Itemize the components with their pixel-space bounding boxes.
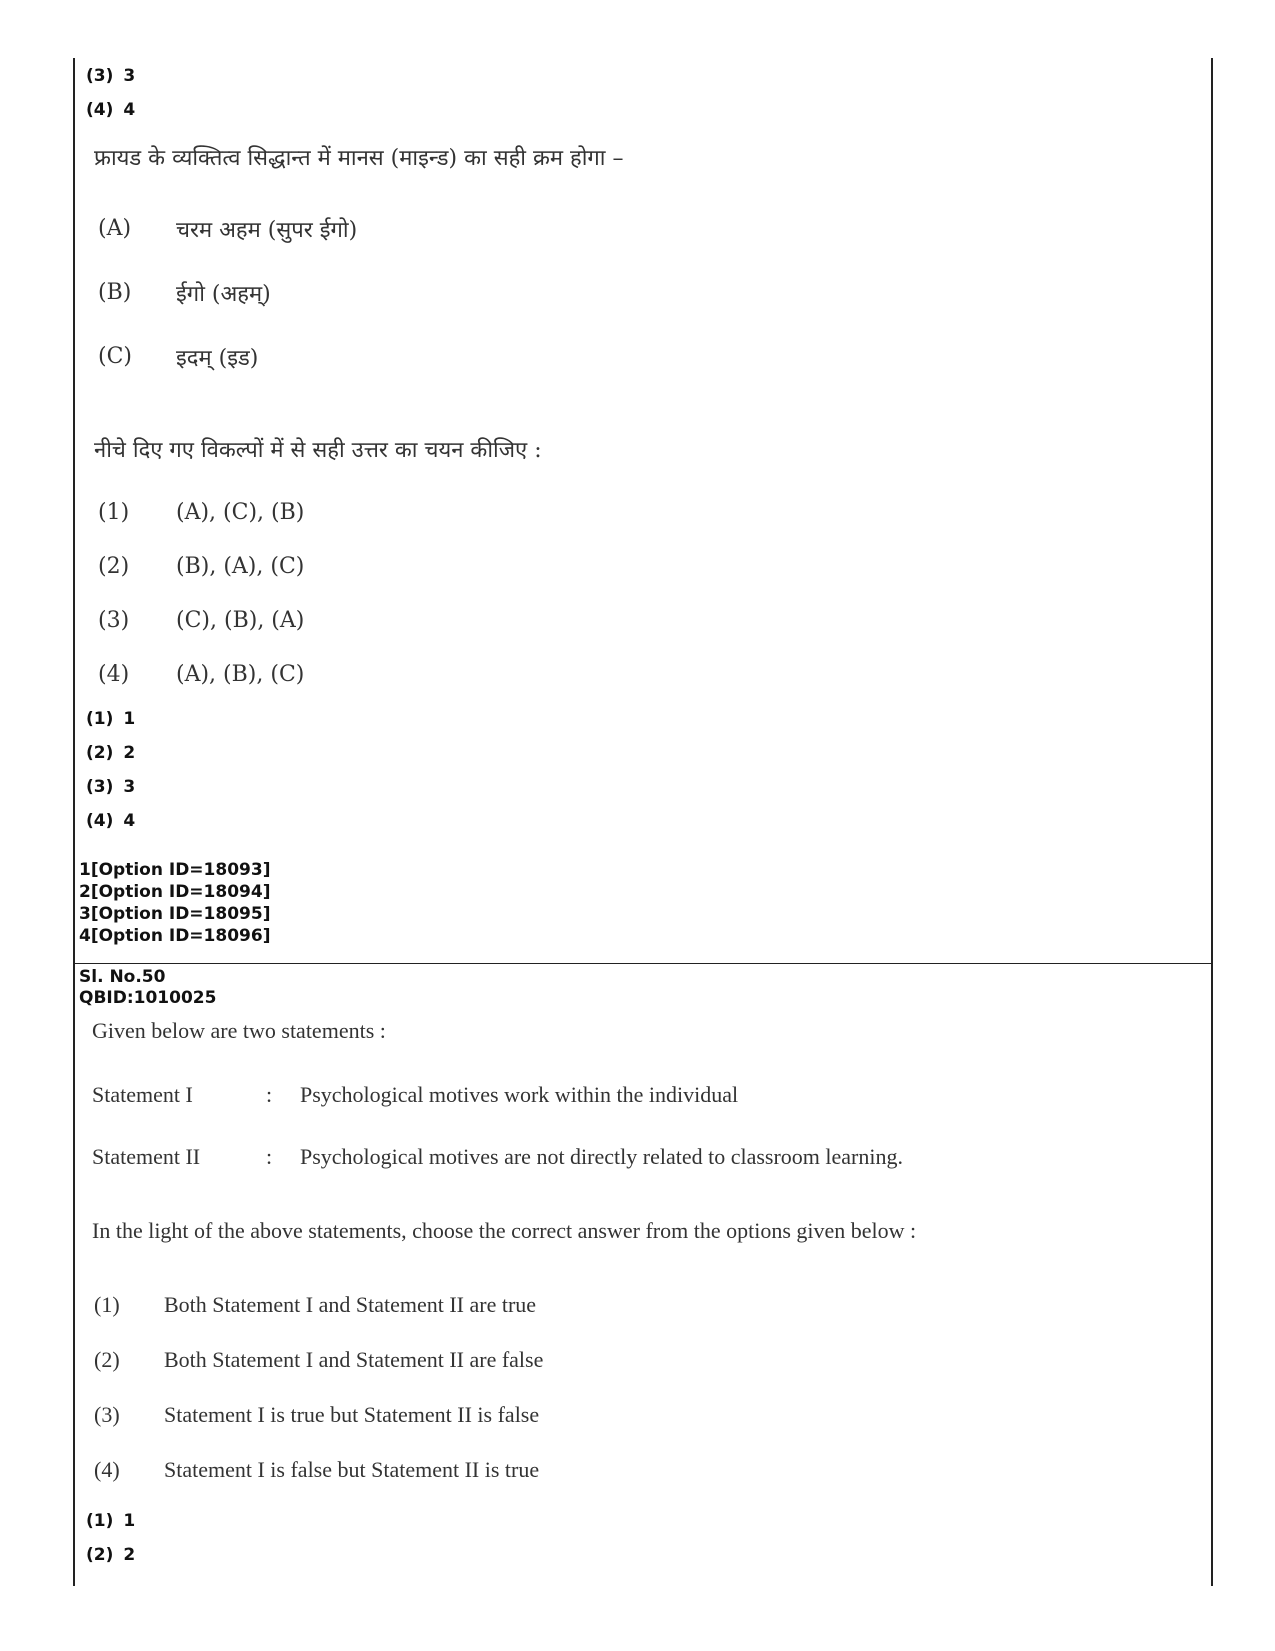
option-id-list — [79, 859, 270, 947]
option-number: (3) — [86, 777, 114, 797]
question-text: फ्रायड के व्यक्तित्व सिद्धान्त में मानस (माइन्ड) का सही क्रम होगा – — [94, 146, 624, 171]
answer-option — [86, 1511, 135, 1531]
option-number: (1) — [86, 709, 114, 729]
question-divider — [73, 963, 1213, 964]
question-intro: Given below are two statements : — [92, 1018, 386, 1043]
instruction-text: In the light of the above statements, choose the correct answer from the options given below : — [92, 1218, 917, 1243]
option-value: 3 — [123, 66, 136, 86]
option-number: (2) — [86, 1545, 114, 1565]
item-label: (C) — [98, 344, 132, 369]
left-border — [73, 58, 75, 1586]
item-label: (A) — [98, 216, 132, 241]
choice-text: Both Statement I and Statement II are true — [164, 1292, 537, 1317]
choice-text: Statement I is true but Statement II is false — [164, 1402, 540, 1427]
item-text: इदम् (इड) — [176, 346, 259, 371]
choice-text: Both Statement I and Statement II are false — [164, 1347, 544, 1372]
right-border — [1211, 58, 1213, 1586]
statement-text: Psychological motives work within the individual — [300, 1082, 739, 1107]
option-value: 2 — [123, 1545, 136, 1565]
statement-separator: : — [266, 1082, 273, 1107]
answer-option — [86, 743, 135, 763]
choice-label: (2) — [98, 554, 130, 579]
option-value: 1 — [123, 709, 136, 729]
choice-label: (4) — [98, 662, 130, 687]
statement-label: Statement II — [92, 1144, 201, 1169]
option-id: 4[Option ID=18096] — [79, 926, 271, 946]
answer-option — [86, 811, 135, 831]
option-number: (4) — [86, 100, 114, 120]
answer-option — [86, 709, 135, 729]
answer-option — [86, 100, 135, 120]
qbid: QBID:1010025 — [79, 988, 217, 1008]
serial-number: Sl. No.50 — [79, 967, 166, 987]
option-number: (1) — [86, 1511, 114, 1531]
statement-label: Statement I — [92, 1082, 193, 1107]
answer-option — [86, 777, 135, 797]
option-id: 3[Option ID=18095] — [79, 904, 271, 924]
option-value: 4 — [123, 100, 136, 120]
item-label: (B) — [98, 280, 132, 305]
choice-text: (B), (A), (C) — [176, 554, 305, 579]
choice-label: (1) — [94, 1292, 120, 1317]
choice-text: (A), (B), (C) — [176, 662, 305, 687]
choice-label: (4) — [94, 1457, 120, 1482]
option-number: (3) — [86, 66, 114, 86]
option-value: 1 — [123, 1511, 136, 1531]
choice-text: (A), (C), (B) — [176, 500, 305, 525]
choice-label: (2) — [94, 1347, 120, 1372]
option-value: 3 — [123, 777, 136, 797]
option-id: 2[Option ID=18094] — [79, 882, 271, 902]
option-value: 2 — [123, 743, 136, 763]
instruction-text: नीचे दिए गए विकल्पों में से सही उत्तर का चयन कीजिए : — [94, 438, 542, 463]
choice-text: (C), (B), (A) — [176, 608, 305, 633]
option-number: (2) — [86, 743, 114, 763]
item-text: ईगो (अहम्) — [176, 282, 271, 307]
option-number: (4) — [86, 811, 114, 831]
statement-text: Psychological motives are not directly related to classroom learning. — [300, 1144, 903, 1169]
answer-option — [86, 66, 135, 86]
answer-option — [86, 1545, 135, 1565]
choice-label: (3) — [98, 608, 130, 633]
option-id: 1[Option ID=18093] — [79, 860, 271, 880]
choice-label: (1) — [98, 500, 130, 525]
item-text: चरम अहम (सुपर ईगो) — [176, 218, 358, 243]
question-meta — [79, 967, 216, 1009]
choice-label: (3) — [94, 1402, 120, 1427]
statement-separator: : — [266, 1144, 273, 1169]
choice-text: Statement I is false but Statement II is true — [164, 1457, 540, 1482]
option-value: 4 — [123, 811, 136, 831]
